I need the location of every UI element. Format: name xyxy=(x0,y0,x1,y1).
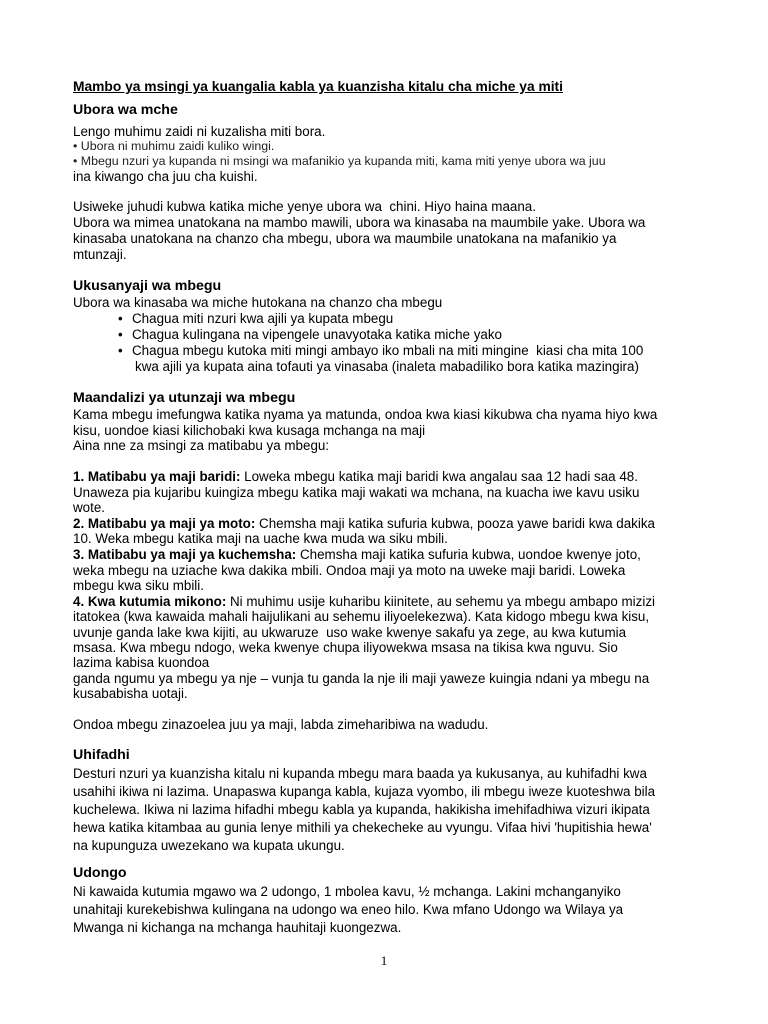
list-item: • Chagua mbegu kutoka miti mingi ambayo iko mbali na miti mingine kiasi cha mita 100 xyxy=(118,343,644,358)
paragraph-line: Ubora wa kinasaba wa miche hutokana na chanzo cha mbegu xyxy=(73,295,443,310)
paragraph-line: Ubora wa mimea unatokana na mambo mawili, ubora wa kinasaba na maumbile yake. Ubora wa xyxy=(73,215,646,230)
paragraph-line: lazima kabisa kuondoa xyxy=(73,655,210,670)
paragraph-line: itatokea (kwa kawaida mahali haijulikani au sehemu iliyoelekezwa). Kata kidogo mbegu kwa kisu, xyxy=(73,609,650,624)
heading-ukusanyaji-wa-mbegu: Ukusanyaji wa mbegu xyxy=(73,278,222,294)
paragraph-line: weka mbegu na uziache kwa dakika mbili. Ondoa maji ya moto na uweke maji baridi. Loweka xyxy=(73,563,626,578)
paragraph-line: Desturi nzuri ya kuanzisha kitalu ni kupanda mbegu mara baada ya kukusanya, au kuhifadhi kwa xyxy=(73,766,647,781)
heading-udongo: Udongo xyxy=(73,865,127,881)
heading-ubora-wa-mche: Ubora wa mche xyxy=(73,102,178,118)
treatment-label: 1. Matibabu ya maji baridi: xyxy=(73,469,241,484)
paragraph-line: kinasaba unatokana na chanzo cha mbegu, ubora wa maumbile unatokana na mafanikio ya xyxy=(73,231,617,246)
paragraph-line: usahihi ikiwa ni lazima. Unapaswa kupanga kabla, kujaza vyombo, ili mbegu iweze kuoteshwa bila xyxy=(73,784,656,799)
bullet-icon: • xyxy=(118,311,123,326)
paragraph-line: mtunzaji. xyxy=(73,247,127,262)
paragraph-line: 10. Weka mbegu katika maji na uache kwa muda wa siku mbili. xyxy=(73,531,448,546)
list-item-continuation: kwa ajili ya kupata aina tofauti ya vinasaba (inaleta mabadiliko bora katika mazingira) xyxy=(135,359,639,374)
bullet-icon: • xyxy=(118,327,123,342)
treatment-1: 1. Matibabu ya maji baridi: Loweka mbegu katika maji baridi kwa angalau saa 12 hadi saa 48. xyxy=(73,469,638,484)
heading-uhifadhi: Uhifadhi xyxy=(73,747,130,763)
paragraph-line: • Mbegu nzuri ya kupanda ni msingi wa mafanikio ya kupanda miti, kama miti yenye ubora wa juu xyxy=(73,154,606,168)
document-title: Mambo ya msingi ya kuangalia kabla ya kuanzisha kitalu cha miche ya miti xyxy=(73,79,563,94)
paragraph-line: Lengo muhimu zaidi ni kuzalisha miti bora. xyxy=(73,124,326,139)
paragraph-line: • Ubora ni muhimu zaidi kuliko wingi. xyxy=(73,139,275,153)
bullet-icon: • xyxy=(118,343,123,358)
treatment-2: 2. Matibabu ya maji ya moto: Chemsha maji katika sufuria kubwa, pooza yawe baridi kwa dakika xyxy=(73,516,655,531)
paragraph-line: kuchelewa. Ikiwa ni lazima hifadhi mbegu kabla ya kupanda, hakikisha imehifadhiwa vizuri ikipata xyxy=(73,802,650,817)
paragraph-line: wote. xyxy=(73,500,106,515)
paragraph-line: Aina nne za msingi za matibabu ya mbegu: xyxy=(73,438,330,453)
paragraph-line: Ondoa mbegu zinazoelea juu ya maji, labda zimeharibiwa na wadudu. xyxy=(73,717,489,732)
paragraph-line: Ni kawaida kutumia mgawo wa 2 udongo, 1 mbolea kavu, ½ mchanga. Lakini mchanganyiko xyxy=(73,884,621,899)
paragraph-line: kusababisha uotaji. xyxy=(73,686,188,701)
paragraph-line: na kupunguza uwezekano wa kupata ukungu. xyxy=(73,838,345,853)
heading-maandalizi: Maandalizi ya utunzaji wa mbegu xyxy=(73,390,296,406)
paragraph-line: hewa katika kitambaa au gunia lenye mithili ya chekecheke au vyungu. Vifaa hivi 'hupitishia hewa' xyxy=(73,820,652,835)
treatment-label: 4. Kwa kutumia mikono: xyxy=(73,594,227,609)
list-item: • Chagua miti nzuri kwa ajili ya kupata mbegu xyxy=(118,311,394,326)
paragraph-line: kisu, uondoe kiasi kilichobaki kwa kusaga mchanga na maji xyxy=(73,423,426,438)
paragraph-line: Kama mbegu imefungwa katika nyama ya matunda, ondoa kwa kiasi kikubwa cha nyama hiyo kwa xyxy=(73,407,658,422)
list-item: • Chagua kulingana na vipengele unavyotaka katika miche yako xyxy=(118,327,502,342)
treatment-label: 3. Matibabu ya maji ya kuchemsha: xyxy=(73,547,297,562)
paragraph-line: ina kiwango cha juu cha kuishi. xyxy=(73,169,258,184)
treatment-4: 4. Kwa kutumia mikono: Ni muhimu usije kuharibu kiinitete, au sehemu ya mbegu ambapo mizizi xyxy=(73,594,655,609)
paragraph-line: unahitaji kurekebishwa kulingana na udongo wa eneo hilo. Kwa mfano Udongo wa Wilaya ya xyxy=(73,902,624,917)
paragraph-line: Unaweza pia kujaribu kuingiza mbegu katika maji wakati wa mchana, na kuacha iwe kavu usiku xyxy=(73,485,640,500)
paragraph-line: mbegu kwa siku mbili. xyxy=(73,578,204,593)
paragraph-line: Mwanga ni kichanga na mchanga hauhitaji kuongezwa. xyxy=(73,920,402,935)
page-number: 1 xyxy=(380,953,388,968)
paragraph-line: uvunje ganda lake kwa kijiti, au ukwaruze uso wake kwenye sakafu ya zege, au kwa kutumia xyxy=(73,625,627,640)
treatment-label: 2. Matibabu ya maji ya moto: xyxy=(73,516,256,531)
paragraph-line: ganda ngumu ya mbegu ya nje – vunja tu ganda la nje ili maji yaweze kuingia ndani ya mbegu na xyxy=(73,671,650,686)
treatment-3: 3. Matibabu ya maji ya kuchemsha: Chemsha maji katika sufuria kubwa, uondoe kwenye joto, xyxy=(73,547,641,562)
paragraph-line: msasa. Kwa mbegu ndogo, weka kwenye chupa iliyowekwa msasa na tikisa kwa nguvu. Sio xyxy=(73,640,618,655)
paragraph-line: Usiweke juhudi kubwa katika miche yenye ubora wa chini. Hiyo haina maana. xyxy=(73,199,536,214)
